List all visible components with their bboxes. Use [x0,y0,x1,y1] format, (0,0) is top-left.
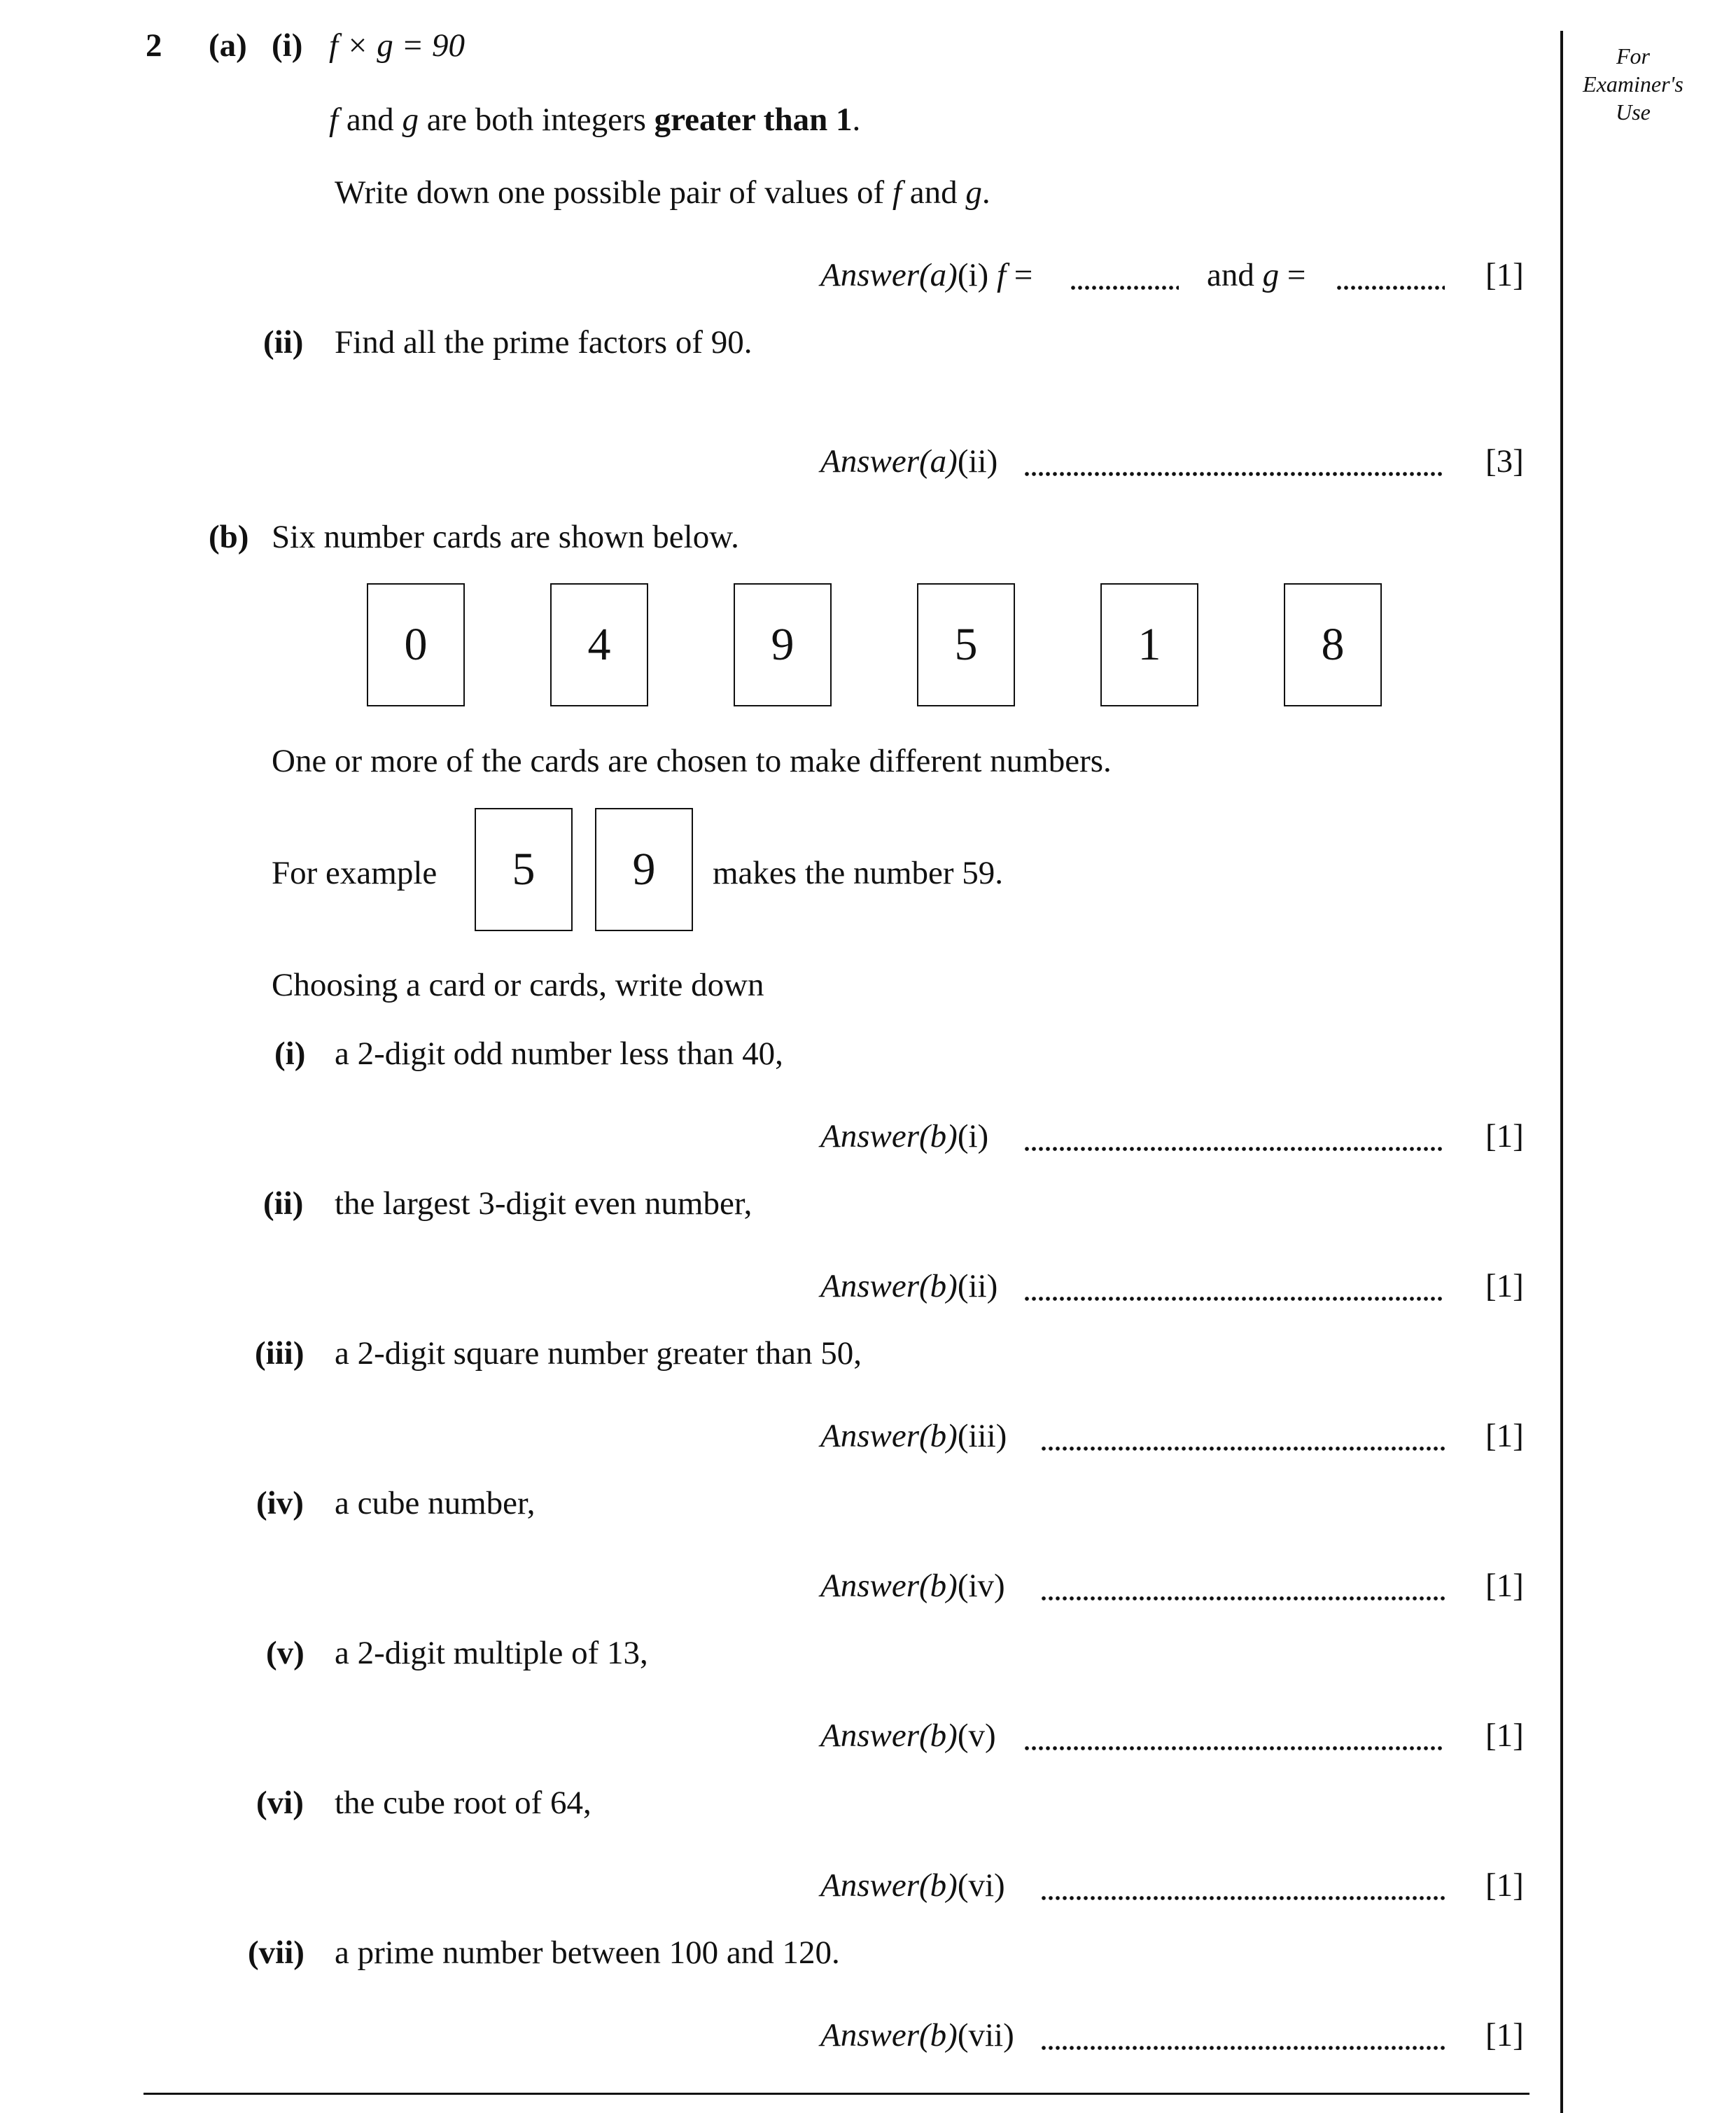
part-b-iv-label: (iv) [256,1485,304,1521]
marks-b-vi: [1] [1485,1867,1524,1904]
answer-b-iv-label [820,1570,1005,1603]
answer-label-italic: Answer(b) [820,2017,958,2053]
part-b-label: (b) [209,519,249,555]
part-a-i-label: (i) [272,27,303,64]
text-period: . [981,174,990,211]
examiner-line-2: Examiner's [1583,71,1684,97]
part-a-ii-label: (ii) [263,324,304,361]
answer-label-part: (ii) [957,443,998,480]
answer-a-i-g-label [1207,259,1306,292]
card-digit: 5 [512,844,536,895]
var-g: g [402,102,419,138]
answer-label-part: (v) [957,1717,996,1754]
text-and: and [338,102,402,138]
answer-b-ii-label [820,1270,997,1303]
marks-b-iv: [1] [1485,1568,1524,1604]
equals-sign: = [1006,257,1033,293]
part-b-choose-text: One or more of the cards are chosen to make different numbers. [272,743,1112,779]
answer-label-italic: Answer(a) [820,257,958,293]
part-b-vii-label: (vii) [248,1934,304,1971]
part-a-ii-text: Find all the prime factors of 90. [335,324,752,361]
number-card-5 [917,583,1015,706]
examiner-line-3: Use [1616,99,1651,125]
part-a-label: (a) [209,27,247,64]
part-b-instruction: Choosing a card or cards, write down [272,967,764,1003]
answer-label-italic: Answer(b) [820,1418,958,1454]
answer-label-italic: Answer(b) [820,1568,958,1604]
answer-b-vii-label [820,2019,1014,2052]
answer-b-iii-field[interactable] [1040,1446,1445,1451]
answer-b-i-field[interactable] [1023,1147,1445,1151]
answer-b-v-field[interactable] [1023,1746,1445,1750]
marks-b-vii: [1] [1485,2017,1524,2053]
answer-label-part: (iv) [957,1568,1005,1604]
examiner-margin-rule [1560,31,1563,2113]
answer-a-ii-label [820,445,997,478]
answer-b-i-label [820,1120,988,1153]
text-write-down: Write down one possible pair of values of [335,174,892,211]
part-b-ii-label: (ii) [263,1185,304,1222]
card-digit: 0 [404,619,428,670]
answer-label-italic: Answer(b) [820,1268,958,1304]
answer-label-italic: Answer(a) [820,443,958,480]
answer-label-part: (i) [957,1118,989,1155]
answer-b-v-label [820,1717,996,1754]
marks-a-ii: [3] [1485,443,1524,480]
answer-b-ii-field[interactable] [1023,1297,1445,1301]
marks-a-i: [1] [1485,257,1524,293]
examiner-use-label [1567,42,1700,126]
var-g: g [1262,257,1280,293]
part-b-i-label: (i) [274,1035,306,1072]
part-b-vii-text: a prime number between 100 and 120. [335,1934,840,1971]
text-integers: are both integers [418,102,654,138]
var-f: f [892,174,902,211]
answer-a-i-label [820,259,1032,292]
marks-b-v: [1] [1485,1717,1524,1754]
answer-label-part: (vi) [957,1867,1005,1904]
marks-b-ii: [1] [1485,1268,1524,1304]
page-bottom-rule [144,2093,1530,2095]
equals-sign: = [1279,257,1306,293]
examiner-line-1: For [1616,43,1650,69]
answer-b-vi-field[interactable] [1040,1896,1445,1900]
card-digit: 8 [1321,619,1345,670]
part-b-iii-text: a 2-digit square number greater than 50, [335,1335,862,1372]
marks-b-i: [1] [1485,1118,1524,1155]
answer-label-part: (iii) [957,1418,1007,1454]
example-suffix: makes the number 59. [713,855,1004,891]
card-digit: 5 [954,619,978,670]
number-card-1 [1100,583,1198,706]
part-b-intro: Six number cards are shown below. [272,519,739,555]
answer-label-italic: Answer(b) [820,1118,958,1155]
number-card-8 [1284,583,1382,706]
text-period: . [852,102,861,138]
text-greater-than-1: greater than 1 [654,102,853,138]
answer-b-iii-label [820,1420,1007,1453]
answer-label-italic: Answer(b) [820,1717,958,1754]
part-a-i-condition [329,104,860,137]
example-card-5 [475,808,573,931]
question-number: 2 [146,27,162,64]
text-and: and [1207,257,1263,293]
answer-label-part: (ii) [957,1268,998,1304]
part-b-v-label: (v) [266,1635,304,1671]
answer-label-italic: Answer(b) [820,1867,958,1904]
part-b-iii-label: (iii) [255,1335,304,1372]
answer-b-vii-field[interactable] [1040,2046,1445,2050]
part-a-i-instruction [335,176,990,209]
answer-label-part: (vii) [957,2017,1014,2053]
card-digit: 1 [1138,619,1161,670]
number-card-0 [367,583,465,706]
part-b-v-text: a 2-digit multiple of 13, [335,1635,648,1671]
answer-label-part: (i) [957,257,997,293]
part-b-vi-label: (vi) [256,1785,304,1821]
card-digit: 4 [587,619,611,670]
answer-a-i-f-field[interactable] [1070,286,1179,290]
part-b-iv-text: a cube number, [335,1485,536,1521]
answer-a-ii-field[interactable] [1023,472,1445,476]
var-f: f [329,102,339,138]
number-card-4 [550,583,648,706]
part-b-i-text: a 2-digit odd number less than 40, [335,1035,783,1072]
text-and: and [901,174,966,211]
part-b-ii-text: the largest 3-digit even number, [335,1185,752,1222]
card-digit: 9 [632,844,656,895]
var-g: g [965,174,982,211]
example-card-9 [595,808,693,931]
var-f: f [996,257,1006,293]
number-card-9 [734,583,832,706]
part-b-vi-text: the cube root of 64, [335,1785,592,1821]
answer-a-i-g-field[interactable] [1336,286,1445,290]
marks-b-iii: [1] [1485,1418,1524,1454]
answer-b-iv-field[interactable] [1040,1596,1445,1601]
example-prefix: For example [272,855,438,891]
card-digit: 9 [771,619,794,670]
equation-f-times-g: f × g = 90 [329,27,465,64]
answer-b-vi-label [820,1869,1005,1902]
